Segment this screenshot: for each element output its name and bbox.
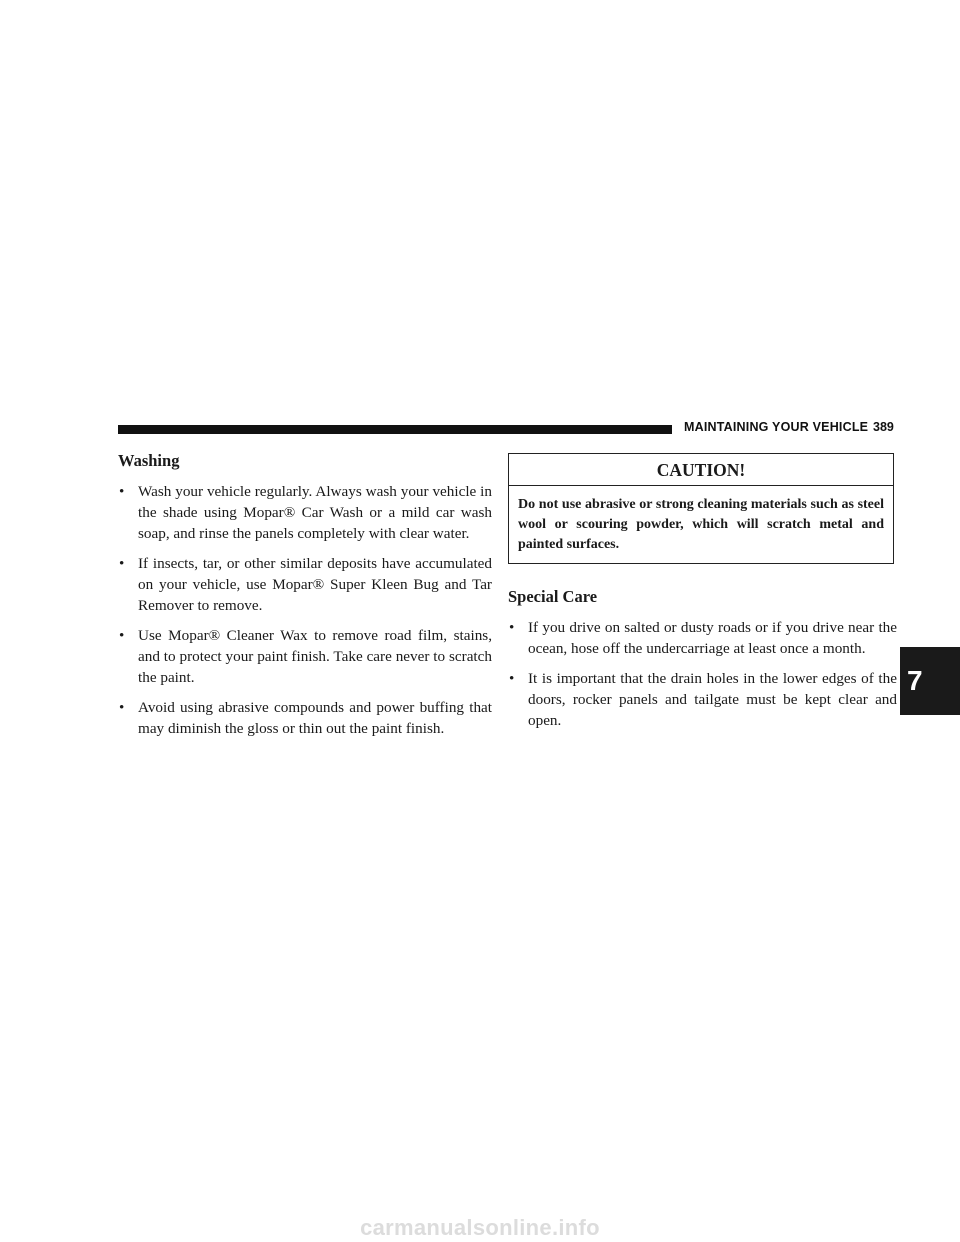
left-column (118, 451, 492, 748)
list-item (508, 617, 897, 659)
special-care-list (508, 617, 897, 731)
header-rule (118, 425, 672, 434)
washing-list (118, 481, 492, 739)
list-item-text: Use Mopar® Cleaner Wax to remove road film, stains, and to protect your paint finish. Take care never to scratch the paint. (138, 627, 492, 686)
right-column (508, 453, 897, 740)
bullet-icon: • (119, 699, 125, 716)
washing-heading: Washing (118, 451, 180, 470)
list-item (118, 625, 492, 688)
caution-box (508, 453, 894, 564)
list-item-text: If you drive on salted or dusty roads or if you drive near the ocean, hose off the undercarriage at least once a month. (528, 619, 897, 657)
list-item (118, 697, 492, 739)
caution-title: CAUTION! (509, 454, 893, 486)
page-number: 389 (873, 420, 894, 434)
special-care-heading: Special Care (508, 587, 598, 606)
watermark: carmanualsonline.info (360, 1215, 600, 1240)
chapter-tab (900, 647, 960, 715)
list-item (118, 481, 492, 544)
running-header-title: MAINTAINING YOUR VEHICLE (684, 420, 869, 434)
list-item-text: Avoid using abrasive compounds and power buffing that may diminish the gloss or thin out the paint finish. (138, 699, 492, 737)
bullet-icon: • (509, 670, 515, 687)
list-item (118, 553, 492, 616)
bullet-icon: • (119, 627, 125, 644)
list-item-text: It is important that the drain holes in the lower edges of the doors, rocker panels and tailgate must be kept clear and open. (528, 670, 897, 729)
bullet-icon: • (119, 555, 125, 572)
caution-body: Do not use abrasive or strong cleaning materials such as steel wool or scouring powder, which will scratch metal and painted surfaces. (518, 497, 884, 552)
bullet-icon: • (509, 619, 515, 636)
bullet-icon: • (119, 483, 125, 500)
chapter-number: 7 (907, 665, 923, 696)
list-item-text: If insects, tar, or other similar deposits have accumulated on your vehicle, use Mopar® Super Kleen Bug and Tar Remover to remove. (138, 555, 492, 614)
list-item (508, 668, 897, 731)
list-item-text: Wash your vehicle regularly. Always wash your vehicle in the shade using Mopar® Car Wash or a mild car wash soap, and rinse the panels completely with clear water. (138, 483, 492, 542)
